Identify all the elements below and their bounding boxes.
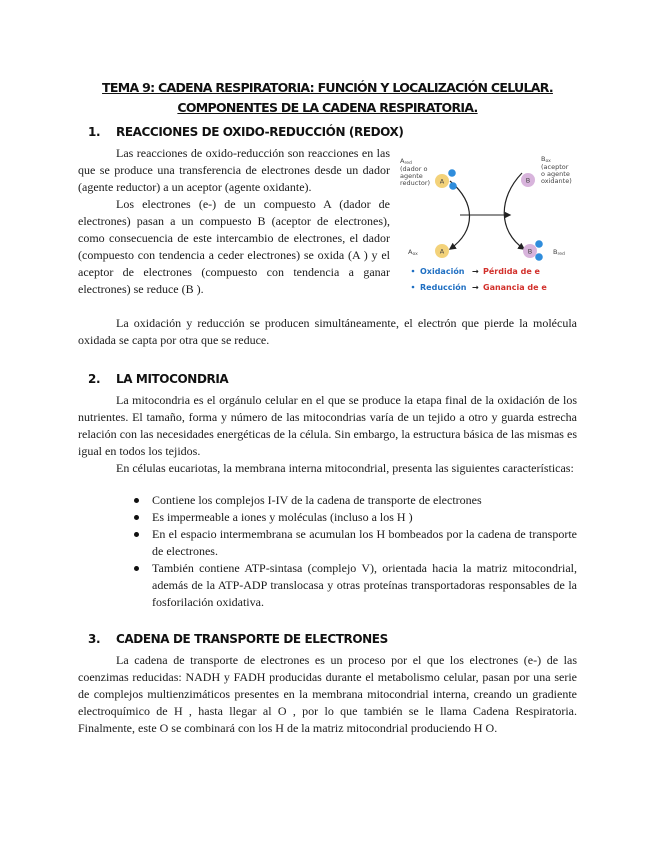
section-2-number: 2. xyxy=(88,372,101,386)
legend-reduction-term: Reducción xyxy=(420,283,467,292)
arrow-right-icon: → xyxy=(472,283,479,292)
arrow-right-icon: → xyxy=(472,267,479,276)
legend-oxidation-meaning: Pérdida de e xyxy=(483,267,540,276)
legend-oxidation-term: Oxidación xyxy=(420,267,465,276)
node-b-reduced-label: B xyxy=(527,247,533,256)
bullet-icon xyxy=(134,566,139,571)
list-item: También contiene ATP-sintasa (complejo V), orientada hacia la matriz mitocondrial, además de la ATP-ADP translocasa y otras proteínas transportadoras responsables de la fosforilación oxidativa. xyxy=(130,560,577,611)
membrane-features-list xyxy=(130,492,577,611)
node-a-reduced-label: A xyxy=(439,177,445,186)
electron-icon xyxy=(535,253,543,261)
legend-reduction-meaning: Ganancia de e xyxy=(483,283,547,292)
electron-icon xyxy=(535,240,543,248)
legend-bullet-icon xyxy=(412,270,415,273)
section-3-heading xyxy=(88,632,388,646)
section-1-paragraph-1: Las reacciones de oxido-reducción son reacciones en las que se produce una transferencia de electrones desde un dador (agente reductor) a un aceptor (agente oxidante). xyxy=(78,146,390,194)
document-title-line-2: COMPONENTES DE LA CADENA RESPIRATORIA. xyxy=(177,100,478,115)
node-b-oxidized-label: B xyxy=(525,176,531,185)
bullet-icon xyxy=(134,515,139,520)
b-red-label: Bred xyxy=(553,248,565,257)
reduction-arrow xyxy=(504,173,524,249)
a-red-desc-1: (dador o xyxy=(400,165,428,173)
section-2-title: LA MITOCONDRIA xyxy=(116,372,229,386)
section-1-title: REACCIONES DE OXIDO-REDUCCIÓN (REDOX) xyxy=(116,125,404,139)
b-ox-desc-1: (aceptor xyxy=(541,163,569,171)
section-1-heading xyxy=(88,125,404,139)
bullet-icon xyxy=(134,498,139,503)
document-title-line-1: TEMA 9: CADENA RESPIRATORIA: FUNCIÓN Y LOCALIZACIÓN CELULAR. xyxy=(102,80,553,95)
section-3-title: CADENA DE TRANSPORTE DE ELECTRONES xyxy=(116,632,388,646)
electron-icon xyxy=(449,182,457,190)
a-red-label: Ared xyxy=(400,157,412,166)
node-a-oxidized-label: A xyxy=(439,247,445,256)
section-1-paragraph-3: La oxidación y reducción se producen simultáneamente, el electrón que pierde la molécula oxidada se capta por otra que se reduce. xyxy=(78,316,577,347)
bullet-icon xyxy=(134,532,139,537)
legend-bullet-icon xyxy=(412,286,415,289)
section-3-number: 3. xyxy=(88,632,101,646)
electron-icon xyxy=(448,169,456,177)
b-ox-desc-2: o agente xyxy=(541,170,570,178)
section-2-paragraph-2: En células eucariotas, la membrana interna mitocondrial, presenta las siguientes características: xyxy=(116,461,574,475)
section-1-number: 1. xyxy=(88,125,101,139)
a-red-desc-2: agente xyxy=(400,172,423,180)
redox-diagram xyxy=(398,153,578,298)
a-red-desc-3: reductor) xyxy=(400,179,431,187)
section-2-paragraph-1: La mitocondria es el orgánulo celular en el que se produce la etapa final de la oxidación de los nutrientes. El tamaño, forma y número de las mitocondrias varía de un tejido a otro y guarda estrecha relación con las necesidades energéticas de la célula. Sin embargo, la estructura básica de las mismas es igual en todos los tejidos. xyxy=(78,393,577,458)
b-ox-label: Box xyxy=(541,155,551,164)
b-ox-desc-3: oxidante) xyxy=(541,177,572,185)
redox-diagram-svg xyxy=(398,153,578,298)
section-1-paragraph-2: Los electrones (e-) de un compuesto A (dador de electrones) pasan a un compuesto B (aceptor de electrones), como consecuencia de este intercambio de electrones, el dador (compuesto con tendencia a ceder electrones) se oxida (A ) y el aceptor de electrones (compuesto con tendencia a ganar electrones) se reduce (B ). xyxy=(78,197,390,296)
a-ox-label: Aox xyxy=(408,248,418,257)
section-3-paragraph-1: La cadena de transporte de electrones es un proceso por el que los electrones (e-) de las coenzimas reducidas: NADH y FADH producidas durante el metabolismo celular, pasan por una serie de complejos multienzimáticos presentes en la membrana mitocondrial interna, creando un gradiente electroquímico de H , hasta llegar al O , por lo que también se le llama Cadena Respiratoria. Finalmente, este O se combinará con los H de la matriz mitocondrial produciendo H O. xyxy=(78,653,577,735)
list-item: Contiene los complejos I-IV de la cadena de transporte de electrones xyxy=(130,492,577,509)
list-item: En el espacio intermembrana se acumulan los H bombeados por la cadena de transporte de electrones. xyxy=(130,526,577,560)
section-2-heading xyxy=(88,372,228,386)
list-item: Es impermeable a iones y moléculas (incluso a los H ) xyxy=(130,509,577,526)
